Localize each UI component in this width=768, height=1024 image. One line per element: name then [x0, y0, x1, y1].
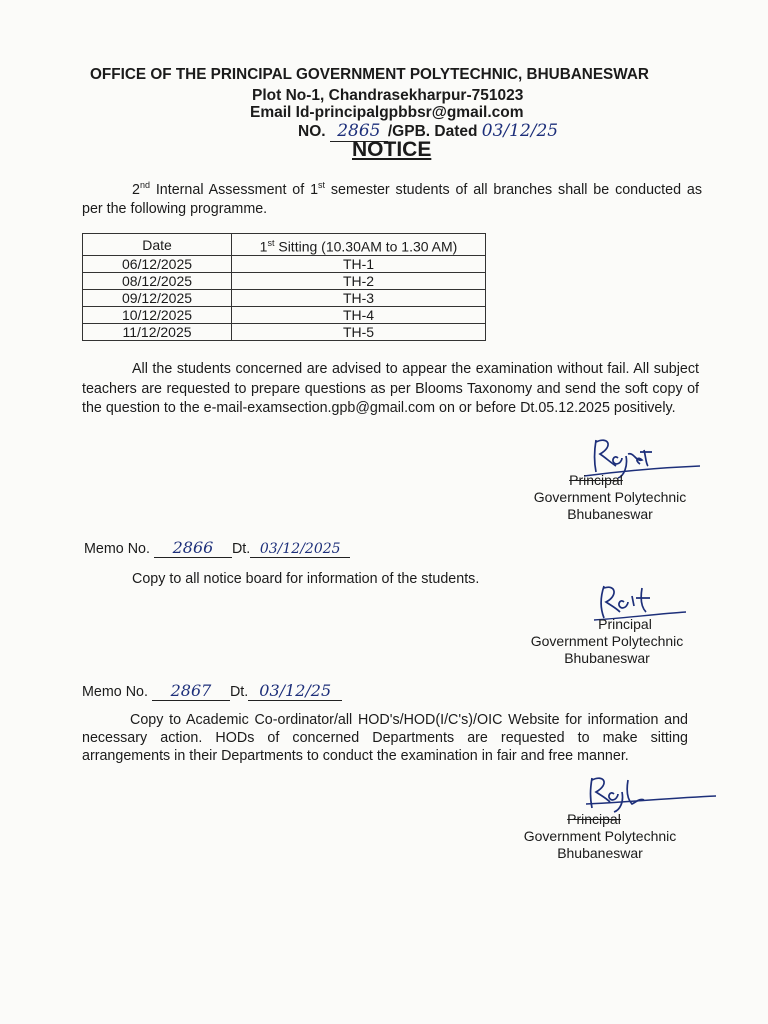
- table-header-row: [83, 234, 486, 256]
- signature-title: Principal: [567, 811, 621, 827]
- row-date: 10/12/2025: [83, 307, 232, 324]
- signature-org: Government Polytechnic: [523, 828, 677, 844]
- intro-text-part2: semester students of all branches shall be conducted as per the following programme.: [82, 181, 702, 218]
- table-row: [83, 324, 486, 341]
- intro-paragraph: [82, 176, 702, 220]
- row-paper: TH-2: [232, 273, 486, 290]
- signature-block-3: [505, 811, 695, 862]
- office-address: Plot No-1, Chandrasekharpur-751023: [252, 87, 524, 104]
- signature-org: Government Polytechnic: [530, 633, 684, 649]
- table-row: [83, 307, 486, 324]
- memo-label: Memo No.: [82, 684, 148, 700]
- reference-no-label: NO.: [298, 123, 326, 140]
- row-paper: TH-3: [232, 290, 486, 307]
- signature-block-1: [515, 472, 705, 523]
- memo-dt-label: Dt.: [231, 541, 251, 557]
- signature-block-2: [512, 616, 702, 667]
- reference-no-handwritten: 2865: [330, 121, 388, 142]
- sitting-ordinal-suffix: st: [267, 237, 275, 248]
- signature-org: Government Polytechnic: [533, 489, 687, 505]
- table-row: [83, 290, 486, 307]
- row-date: 11/12/2025: [83, 324, 232, 341]
- memo-label: Memo No.: [84, 541, 150, 557]
- intro-semester-suffix: st: [318, 180, 326, 190]
- column-date-header: Date: [83, 234, 232, 256]
- signature-city: Bhubaneswar: [557, 845, 643, 861]
- signature-title: Principal: [569, 472, 623, 488]
- signature-title: Principal: [598, 616, 652, 632]
- intro-text-part1: Internal Assessment of 1: [149, 181, 319, 198]
- office-email: Email Id-principalgpbbsr@gmail.com: [250, 104, 524, 121]
- row-paper: TH-4: [232, 307, 486, 324]
- sitting-time: Sitting (10.30AM to 1.30 AM): [274, 238, 458, 255]
- row-paper: TH-5: [232, 324, 486, 341]
- table-row: [83, 256, 486, 273]
- memo-dt-label: Dt.: [229, 684, 249, 700]
- memo-number-handwritten: 2866: [154, 538, 232, 558]
- row-paper: TH-1: [232, 256, 486, 273]
- memo-line-2: [82, 681, 342, 701]
- row-date: 06/12/2025: [83, 256, 232, 273]
- signature-city: Bhubaneswar: [567, 506, 653, 522]
- office-heading: OFFICE OF THE PRINCIPAL GOVERNMENT POLYTECHNIC, BHUBANESWAR: [90, 66, 649, 83]
- notice-title: NOTICE: [352, 138, 432, 161]
- signature-city: Bhubaneswar: [564, 650, 650, 666]
- row-date: 08/12/2025: [83, 273, 232, 290]
- memo-line-1: [84, 538, 350, 558]
- intro-ordinal: 2: [132, 181, 140, 198]
- memo-2-copy-text: Copy to Academic Co-ordinator/all HOD's/HOD(I/C's)/OIC Website for information and necessary action. HODs of concerned Departments are requested to make sitting arrangements in their Departments to conduct the examination in fair and free manner.: [82, 712, 688, 764]
- column-sitting-header: [232, 234, 486, 256]
- exam-schedule-table: [82, 233, 486, 341]
- row-date: 09/12/2025: [83, 290, 232, 307]
- memo-1-copy-text: Copy to all notice board for information of the students.: [132, 571, 480, 587]
- memo-date-handwritten: 03/12/25: [248, 681, 342, 701]
- memo-number-handwritten: 2867: [152, 681, 230, 701]
- reference-date-handwritten: 03/12/25: [481, 121, 559, 141]
- memo-date-handwritten: 03/12/2025: [250, 541, 350, 558]
- instructions-paragraph: All the students concerned are advised to appear the examination without fail. All subject teachers are requested to prepare questions as per Blooms Taxonomy and send the soft copy of the question to the e-mail-examsection.gpb@gmail.com on or before Dt.05.12.2025 positively.: [82, 361, 699, 416]
- table-row: [83, 273, 486, 290]
- reference-suffix: /GPB. Dated: [387, 123, 478, 140]
- intro-ordinal-suffix: nd: [139, 180, 150, 190]
- sitting-ordinal: 1: [259, 238, 268, 255]
